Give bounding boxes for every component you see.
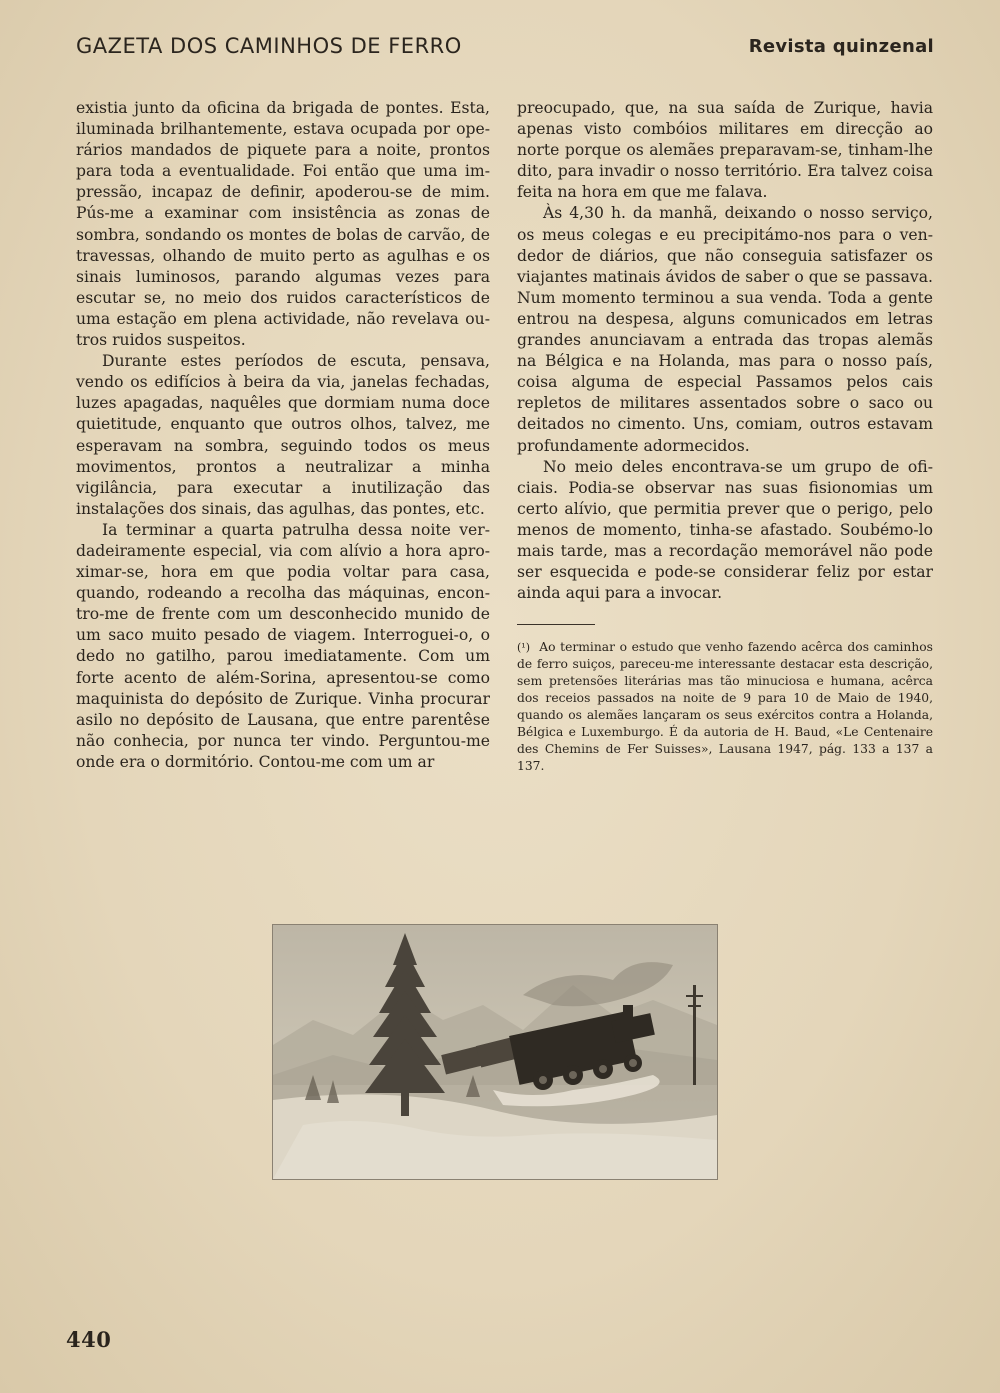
paragraph: preocupado, que, na sua saída de Zurique, havia apenas visto combóios militares em direcção ao norte porque os alemães preparavam-se, tinham-lhe dito, para invadir o nosso território. Era talvez coisa feita na hora em que me falava. — [517, 99, 933, 202]
footnote-rule — [517, 624, 595, 625]
left-column — [76, 98, 490, 773]
footnote — [517, 639, 933, 775]
paragraph: No meio deles encontrava-se um grupo de oficiais. Podia-se observar nas suas fisionomias um certo alívio, que permitia prever que o perigo, pelo menos de momento, tinha-se afastado. Soubémo-lo mais tarde, mas a recordação memorável não pode ser esquecida e pode-se considerar feliz por estar ainda aqui para a invocar. — [517, 457, 933, 603]
page-number: 440 — [66, 1327, 112, 1352]
paragraph: existia junto da oficina da brigada de pontes. Esta, iluminada brilhantemente, estava ocupada por operários mandados de piquete para a noite, prontos para toda a eventualidade. Foi então que uma impressão, incapaz de definir, apoderou-se de mim. Pús-me a examinar com insistência as zonas de sombra, sondando os montes de bolas de carvão, de travessas, olhando de muito perto as agulhas e os sinais luminosos, parando algumas vezes para escutar se, no meio dos ruidos característicos de uma estação em plena actividade, não revelava outros ruidos suspeitos. — [76, 99, 490, 350]
steam-train-winter-scene-image — [273, 925, 717, 1179]
journal-subtitle: Revista quinzenal — [748, 36, 934, 57]
footnote-text: Ao terminar o estudo que venho fazendo acêrca dos caminhos de ferro suiços, pareceu-me interessante destacar esta descrição, sem pretensões literárias mas tão minuciosa e humana, acêrca dos receios passados na noite de 9 para 10 de Maio de 1940, quando os alemães lançaram os seus exércitos contra a Holanda, Bélgica e Luxemburgo. É da autoria de H. Baud, «Le Centenaire des Chemins de Fer Suisses», Lausana 1947, pág. 133 a 137 a 137. — [517, 640, 933, 774]
footnote-mark: (¹) — [517, 641, 530, 655]
journal-title: GAZETA DOS CAMINHOS DE FERRO — [76, 34, 462, 58]
paragraph: Durante estes períodos de escuta, pensava, vendo os edifícios à beira da via, janelas fechadas, luzes apagadas, naquêles que dormiam numa doce quietitude, enquanto que outros olhos, talvez, me esperavam na sombra, seguindo todos os meus movimentos, prontos a neutralizar a minha vigilância, para executar a inutilização das instalações dos sinais, das agulhas, das pontes, etc. — [76, 352, 490, 518]
paragraph: Às 4,30 h. da manhã, deixando o nosso serviço, os meus colegas e eu precipitámo-nos para o vendedor de diários, que não conseguia satisfazer os viajantes matinais ávidos de saber o que se passava. Num momento terminou a sua venda. Toda a gente entrou na despesa, alguns comunicados em letras grandes anunciavam a entrada das tropas alemãs na Bélgica e na Holanda, mas para o nosso país, coisa alguma de especial Passamos pelos cais repletos de militares assentados sobre o saco ou deitados no cimento. Uns, comiam, outros estavam profundamente adormecidos. — [517, 204, 933, 455]
right-column — [517, 98, 933, 775]
running-head — [76, 34, 934, 64]
train-illustration — [272, 924, 718, 1180]
paragraph: Ia terminar a quarta patrulha dessa noite verdadeiramente especial, via com alívio a hora aproximar-se, hora em que podia voltar para casa, quando, rodeando a recolha das máquinas, encontro-me de frente com um desconhecido munido de um saco muito pesado de viagem. Interroguei-o, o dedo no gatilho, parou imediatamente. Com um forte acento de além-Sorina, apresentou-se como maquinista do depósito de Zurique. Vinha procurar asilo no depósito de Lausana, que entre parentêse não conhecia, por nunca ter vindo. Perguntou-me onde era o dormitório. Contou-me com um ar — [76, 520, 490, 771]
